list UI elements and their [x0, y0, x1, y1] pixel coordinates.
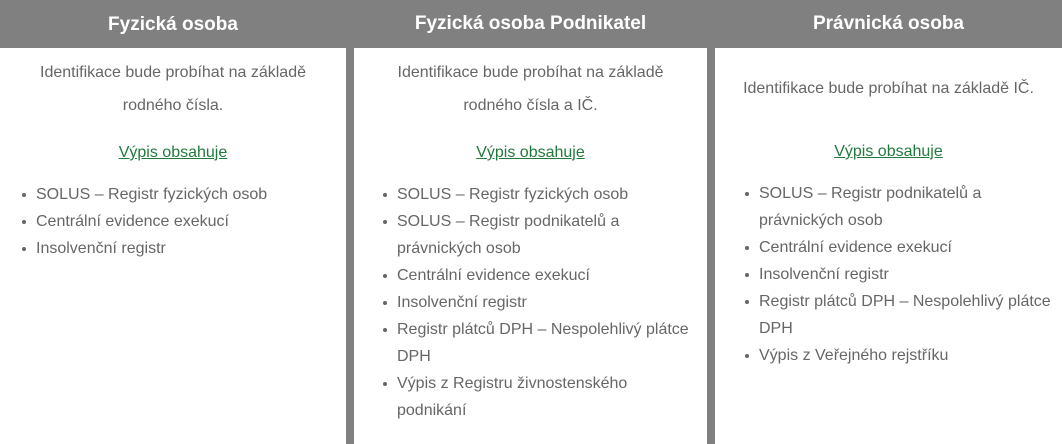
description-line: Identifikace bude probíhat na základě [40, 64, 306, 81]
list-item: Insolvenční registr [759, 261, 1054, 288]
list-item: Výpis z Veřejného rejstříku [759, 342, 1054, 369]
description-line: rodného čísla. [122, 97, 224, 114]
list-item: Centrální evidence exekucí [36, 208, 336, 235]
column-divider [346, 0, 354, 444]
vypis-obsahuje-link[interactable]: Výpis obsahuje [118, 144, 228, 161]
description-line: rodného čísla a IČ. [463, 97, 598, 114]
column-pravnicka-osoba [715, 0, 1062, 444]
column-divider [707, 0, 715, 444]
list-item: Insolvenční registr [397, 289, 695, 316]
vypis-obsahuje-link[interactable]: Výpis obsahuje [476, 144, 585, 161]
list-item: Centrální evidence exekucí [759, 234, 1054, 261]
column-description [0, 56, 346, 122]
list-item: SOLUS – Registr fyzických osob [36, 181, 336, 208]
register-list [0, 181, 346, 262]
column-title: Fyzická osoba [0, 0, 346, 48]
description-line: Identifikace bude probíhat na základě [397, 64, 664, 81]
list-item: SOLUS – Registr fyzických osob [397, 181, 695, 208]
vypis-obsahuje-link[interactable]: Výpis obsahuje [834, 143, 943, 160]
register-list [715, 180, 1062, 369]
list-item: SOLUS – Registr podnikatelů a právnických osob [759, 180, 1054, 234]
list-item: Registr plátců DPH – Nespolehlivý plátce DPH [759, 288, 1054, 342]
column-fyzicka-osoba [0, 0, 346, 444]
list-item: Centrální evidence exekucí [397, 262, 695, 289]
column-description [354, 56, 707, 122]
column-description [715, 72, 1062, 105]
register-list [354, 181, 707, 424]
column-title: Fyzická osoba Podnikatel [354, 0, 707, 48]
column-fyzicka-osoba-podnikatel [354, 0, 707, 444]
list-item: Výpis z Registru živnostenského podnikání [397, 370, 695, 424]
column-title: Právnická osoba [715, 0, 1062, 48]
list-item: Registr plátců DPH – Nespolehlivý plátce DPH [397, 316, 695, 370]
description-line: Identifikace bude probíhat na základě IČ. [743, 80, 1034, 97]
list-item: Insolvenční registr [36, 235, 336, 262]
list-item: SOLUS – Registr podnikatelů a právnických osob [397, 208, 695, 262]
